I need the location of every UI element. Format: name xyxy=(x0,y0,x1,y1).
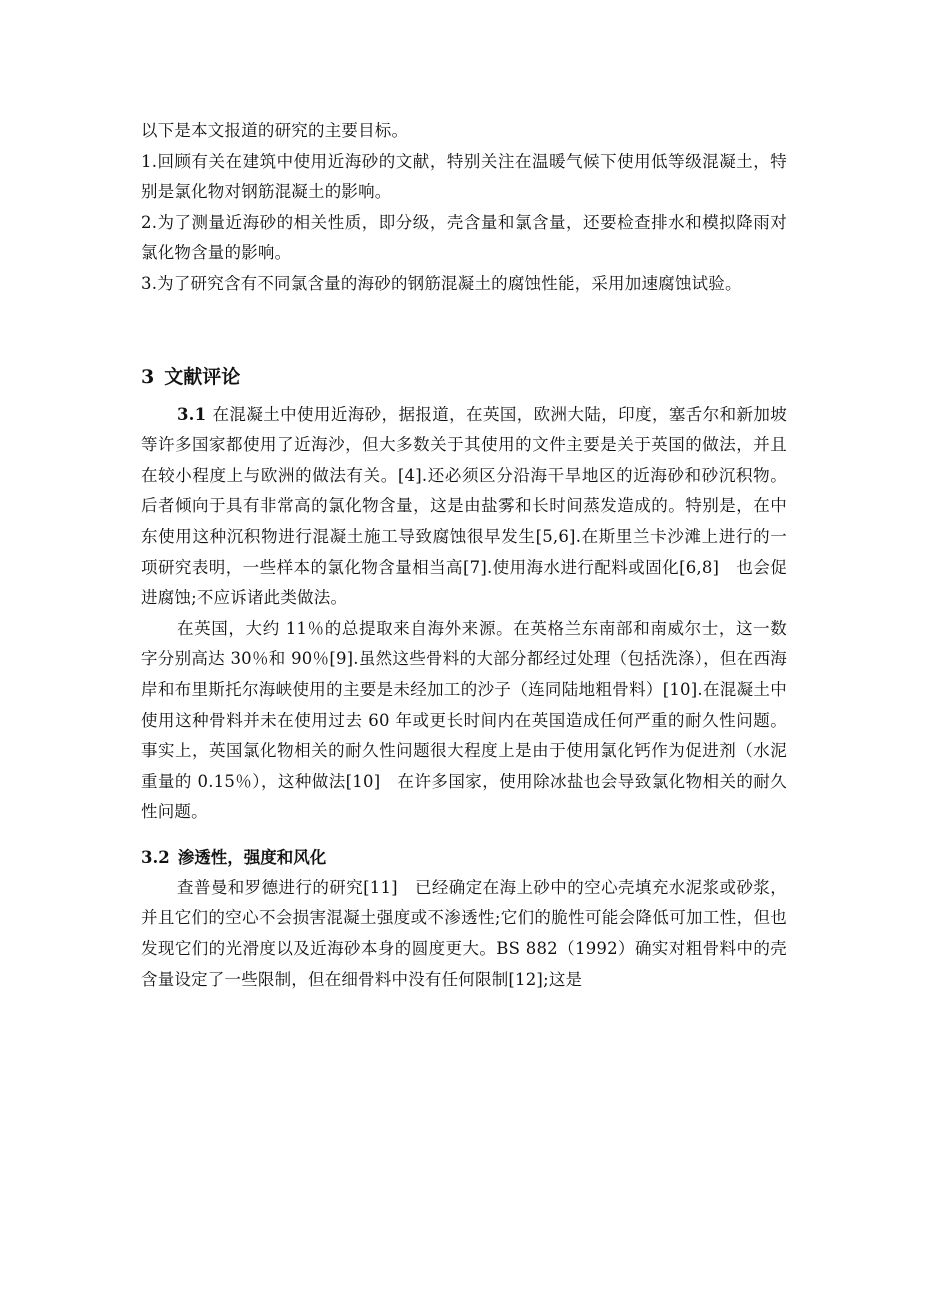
objective-item-3: 3.为了研究含有不同氯含量的海砂的钢筋混凝土的腐蚀性能，采用加速腐蚀试验。 xyxy=(141,273,742,293)
section-number: 3 xyxy=(141,365,155,388)
paragraph-text: 在混凝土中使用近海砂，据报道，在英国，欧洲大陆，印度，塞舌尔和新加坡等许多国家都使用了近海沙，但大多数关于其使用的文件主要是关于英国的做法，并且在较小程度上与欧洲的做法有关。[4].还必须区分沿海干旱地区的近海砂和砂沉积物。后者倾向于具有非常高的氯化物含量，这是由盐雾和长时间蒸发造成的。特别是，在中东使用这种沉积物进行混凝土施工导致腐蚀很早发生[5,6].在斯里兰卡沙滩上进行的一项研究表明，一些样本的氯化物含量相当高[7].使用海水进行配料或固化[6,8] 也会促进腐蚀;不应诉诸此类做法。 xyxy=(141,404,787,608)
subsection-title: 渗透性，强度和风化 xyxy=(177,847,327,867)
subsection-heading xyxy=(141,843,787,873)
objective-item-1: 1.回顾有关在建筑中使用近海砂的文献，特别关注在温暖气候下使用低等级混凝土，特别是氯化物对钢筋混凝土的影响。 xyxy=(141,151,787,202)
subsection-number: 3.2 xyxy=(141,847,170,867)
paragraph-3-1-a xyxy=(141,400,787,614)
subsection-number: 3.1 xyxy=(177,404,207,424)
spacer xyxy=(141,828,787,843)
paragraph-3-2-a: 查普曼和罗德进行的研究[11] 已经确定在海上砂中的空心壳填充水泥浆或砂浆，并且它们的空心不会损害混凝土强度或不渗透性;它们的脆性可能会降低可加工性，但也发现它们的光滑度以及近海砂本身的圆度更大。BS 882（1992）确实对粗骨料中的壳含量设定了一些限制，但在细骨料中没有任何限制[12];这是 xyxy=(141,877,787,989)
spacer xyxy=(141,300,787,362)
spacer xyxy=(141,392,787,400)
intro-lead: 以下是本文报道的研究的主要目标。 xyxy=(141,121,409,140)
section-title: 文献评论 xyxy=(164,365,241,388)
document-page xyxy=(141,116,787,995)
section-heading xyxy=(141,362,787,392)
objective-item-2: 2.为了测量近海砂的相关性质，即分级，壳含量和氯含量，还要检查排水和模拟降雨对氯化物含量的影响。 xyxy=(141,212,787,263)
paragraph-3-1-b: 在英国，大约 11％的总提取来自海外来源。在英格兰东南部和南威尔士，这一数字分别高达 30％和 90％[9].虽然这些骨料的大部分都经过处理（包括洗涤），但在西海岸和布里斯托尔海峡使用的主要是未经加工的沙子（连同陆地粗骨料）[10].在混凝土中使用这种骨料并未在使用过去 60 年或更长时间内在英国造成任何严重的耐久性问题。事实上，英国氯化物相关的耐久性问题很大程度上是由于使用氯化钙作为促进剂（水泥重量的 0.15％），这种做法[10] 在许多国家，使用除冰盐也会导致氯化物相关的耐久性问题。 xyxy=(141,618,787,822)
